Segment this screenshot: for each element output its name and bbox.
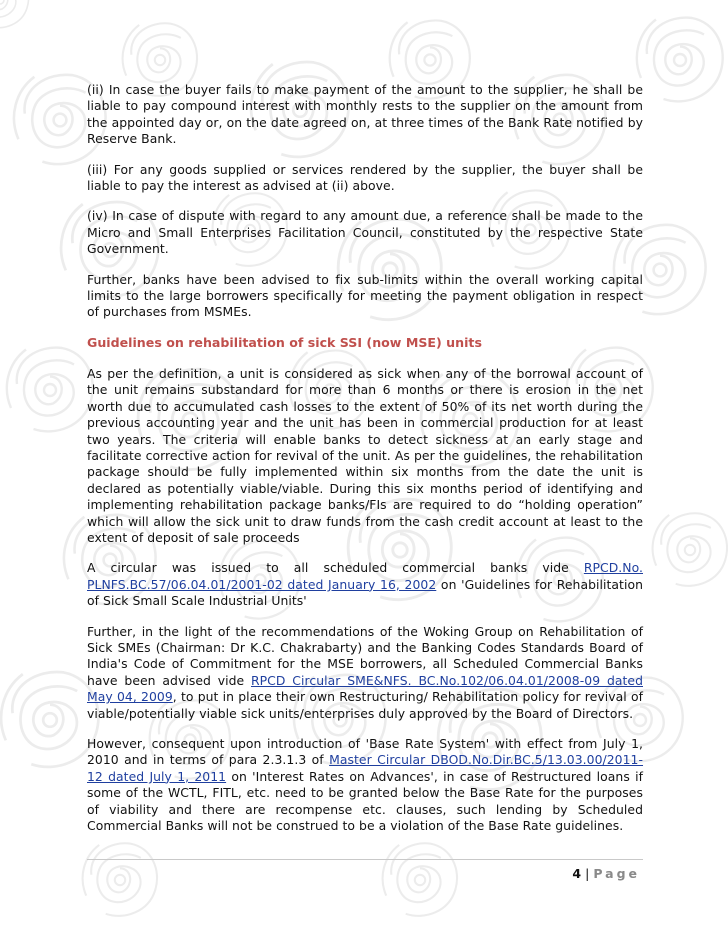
paragraph-text: on 'Interest Rates on Advances', in case of Restructured loans if some of the WCTL, FITL, etc. need to be granted below the Base Rate for the purposes of viability and there are recompense etc. clauses, such lending by Scheduled Commercial Banks will not be construed to be a violation of the Base Rate guidelines. <box>87 768 643 834</box>
footer-divider <box>87 859 643 860</box>
paragraph-dispute: (iv) In case of dispute with regard to any amount due, a reference shall be made to the Micro and Small Enterprises Facilitation Council, constituted by the respective State Government. <box>87 208 643 257</box>
paragraph-base-rate <box>87 736 643 834</box>
paragraph-text: , to put in place their own Restructuring/ Rehabilitation policy for revival of viable/potentially viable sick units/enterprises duly approved by the Board of Directors. <box>87 689 643 721</box>
paragraph-payment-interest: (ii) In case the buyer fails to make payment of the amount to the supplier, he shall be liable to pay compound interest with monthly rests to the supplier on the amount from the appointed day or, on the date agreed on, at three times of the Bank Rate notified by Reserve Bank. <box>87 82 643 147</box>
circular-link-master-2011[interactable]: Master Circular DBOD.No.Dir.BC.5/13.03.00/2011-12 dated July 1, 2011 <box>87 752 644 784</box>
footer-separator: | <box>585 866 590 881</box>
page-footer <box>572 866 640 881</box>
document-body <box>87 82 643 848</box>
paragraph-text: on 'Guidelines for Rehabilitation of Sick Small Scale Industrial Units' <box>87 576 643 609</box>
section-heading: Guidelines on rehabilitation of sick SSI (now MSE) units <box>87 334 482 350</box>
paragraph-working-group <box>87 624 643 722</box>
circular-link-rpcd-2009[interactable]: RPCD Circular SME&NFS. BC.No.102/06.04.01/2008-09 dated May 04, 2009 <box>87 672 643 705</box>
paragraph-text: However, consequent upon introduction of 'Base Rate System' with effect from July 1, 2010 and in terms of para 2.3.1.3 of <box>87 736 643 768</box>
circular-link-rpcd-2002[interactable]: RPCD.No. PLNFS.BC.57/06.04.01/2001-02 dated January 16, 2002 <box>87 560 643 592</box>
paragraph-circular-issued <box>87 560 643 609</box>
page-label: Page <box>593 866 640 881</box>
paragraph-sick-unit-definition: As per the definition, a unit is considered as sick when any of the borrowal account of the unit remains substandard for more than 6 months or there is erosion in the net worth due to accumulated cash losses to the extent of 50% of its net worth during the previous accounting year and the unit has been in commercial production for at least two years. The criteria will enable banks to detect sickness at an early stage and facilitate corrective action for revival of the unit. As per the guidelines, the rehabilitation package should be fully implemented within six months from the date the unit is declared as potentially viable/viable. During this six months period of identifying and implementing rehabilitation package banks/FIs are required to do “holding operation” which will allow the sick unit to draw funds from the cash credit account at least to the extent of deposit of sale proceeds <box>87 365 643 545</box>
paragraph-sub-limits: Further, banks have been advised to fix sub-limits within the overall working capital limits to the large borrowers specifically for meeting the payment obligation in respect of purchases from MSMEs. <box>87 271 643 320</box>
paragraph-goods-supplied: (iii) For any goods supplied or services rendered by the supplier, the buyer shall be liable to pay the interest as advised at (ii) above. <box>87 161 643 194</box>
paragraph-text: A circular was issued to all scheduled commercial banks vide <box>87 560 584 576</box>
page-number: 4 <box>572 866 582 881</box>
paragraph-text: Further, in the light of the recommendations of the Woking Group on Rehabilitation of Sick SMEs (Chairman: Dr K.C. Chakrabarty) and the Banking Codes Standards Board of India's Code of Commitment for the MSE borrowers, all Scheduled Commercial Banks have been advised vide <box>87 623 643 688</box>
